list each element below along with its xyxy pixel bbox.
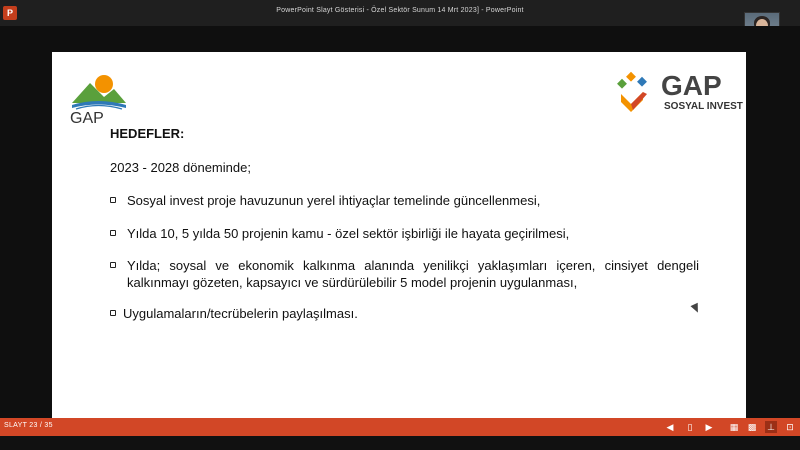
- bullet-text: Uygulamaların/tecrübelerin paylaşılması.: [123, 306, 358, 321]
- logo-subtitle: SOSYAL INVEST: [664, 101, 743, 112]
- slide-sorter-button[interactable]: [728, 421, 740, 433]
- slideshow-stage: [0, 26, 800, 418]
- gap-logo-text: GAP: [70, 110, 104, 123]
- sun-shape: [95, 75, 113, 93]
- gap-sosyal-invest-logo: [617, 70, 743, 116]
- notes-icon: ▯: [687, 422, 693, 432]
- title-bar: [0, 0, 800, 26]
- window-title: PowerPoint Slayt Gösterisi - Özel Sektör Sunum 14 Mrt 2023] - PowerPoint: [276, 7, 524, 14]
- bullet-text: Sosyal invest proje havuzunun yerel ihtiyaçlar temelinde güncellenmesi,: [127, 193, 541, 208]
- bullet-text: Yılda; soysal ve ekonomik kalkınma alanında yenilikçi yaklaşımları içeren, cinsiyet dengeli kalkınmayı gözeten, kapsayıcı ve sürdürülebilir 5 model projenin uygulanması,: [127, 258, 699, 290]
- previous-icon: ◀: [666, 422, 674, 432]
- square-bullet-icon: [110, 197, 116, 203]
- grid-view-button[interactable]: [746, 421, 758, 433]
- previous-button[interactable]: [664, 421, 676, 433]
- presenter-view-button[interactable]: [765, 421, 777, 433]
- slide-intro: 2023 - 2028 döneminde;: [110, 160, 251, 175]
- next-button[interactable]: [703, 421, 715, 433]
- bottom-strip: [0, 436, 800, 450]
- slide-counter: SLAYT 23 / 35: [4, 422, 53, 429]
- gap-logo-left: [70, 71, 126, 123]
- logo-title: GAP: [661, 70, 722, 101]
- slide-heading: HEDEFLER:: [110, 126, 185, 141]
- bullet-text: Yılda 10, 5 yılda 50 projenin kamu - özel sektör işbirliği ile hayata geçirilmesi,: [127, 226, 570, 241]
- grid-view-icon: ▩: [747, 422, 757, 432]
- sosyal-invest-emblem: [617, 70, 657, 116]
- display-settings-button[interactable]: [784, 421, 796, 433]
- square-bullet-icon: [110, 262, 116, 268]
- slideshow-toolbar: [0, 418, 800, 436]
- powerpoint-icon: P: [3, 6, 17, 20]
- square-bullet-icon: [110, 230, 116, 236]
- display-icon: ⊡: [786, 422, 794, 432]
- presenter-view-icon: ⊥: [767, 422, 775, 432]
- slide[interactable]: [52, 52, 746, 444]
- next-icon: ▶: [705, 422, 713, 432]
- slide-sorter-icon: ▦: [729, 422, 739, 432]
- notes-button[interactable]: [684, 421, 696, 433]
- square-bullet-icon: [110, 310, 116, 316]
